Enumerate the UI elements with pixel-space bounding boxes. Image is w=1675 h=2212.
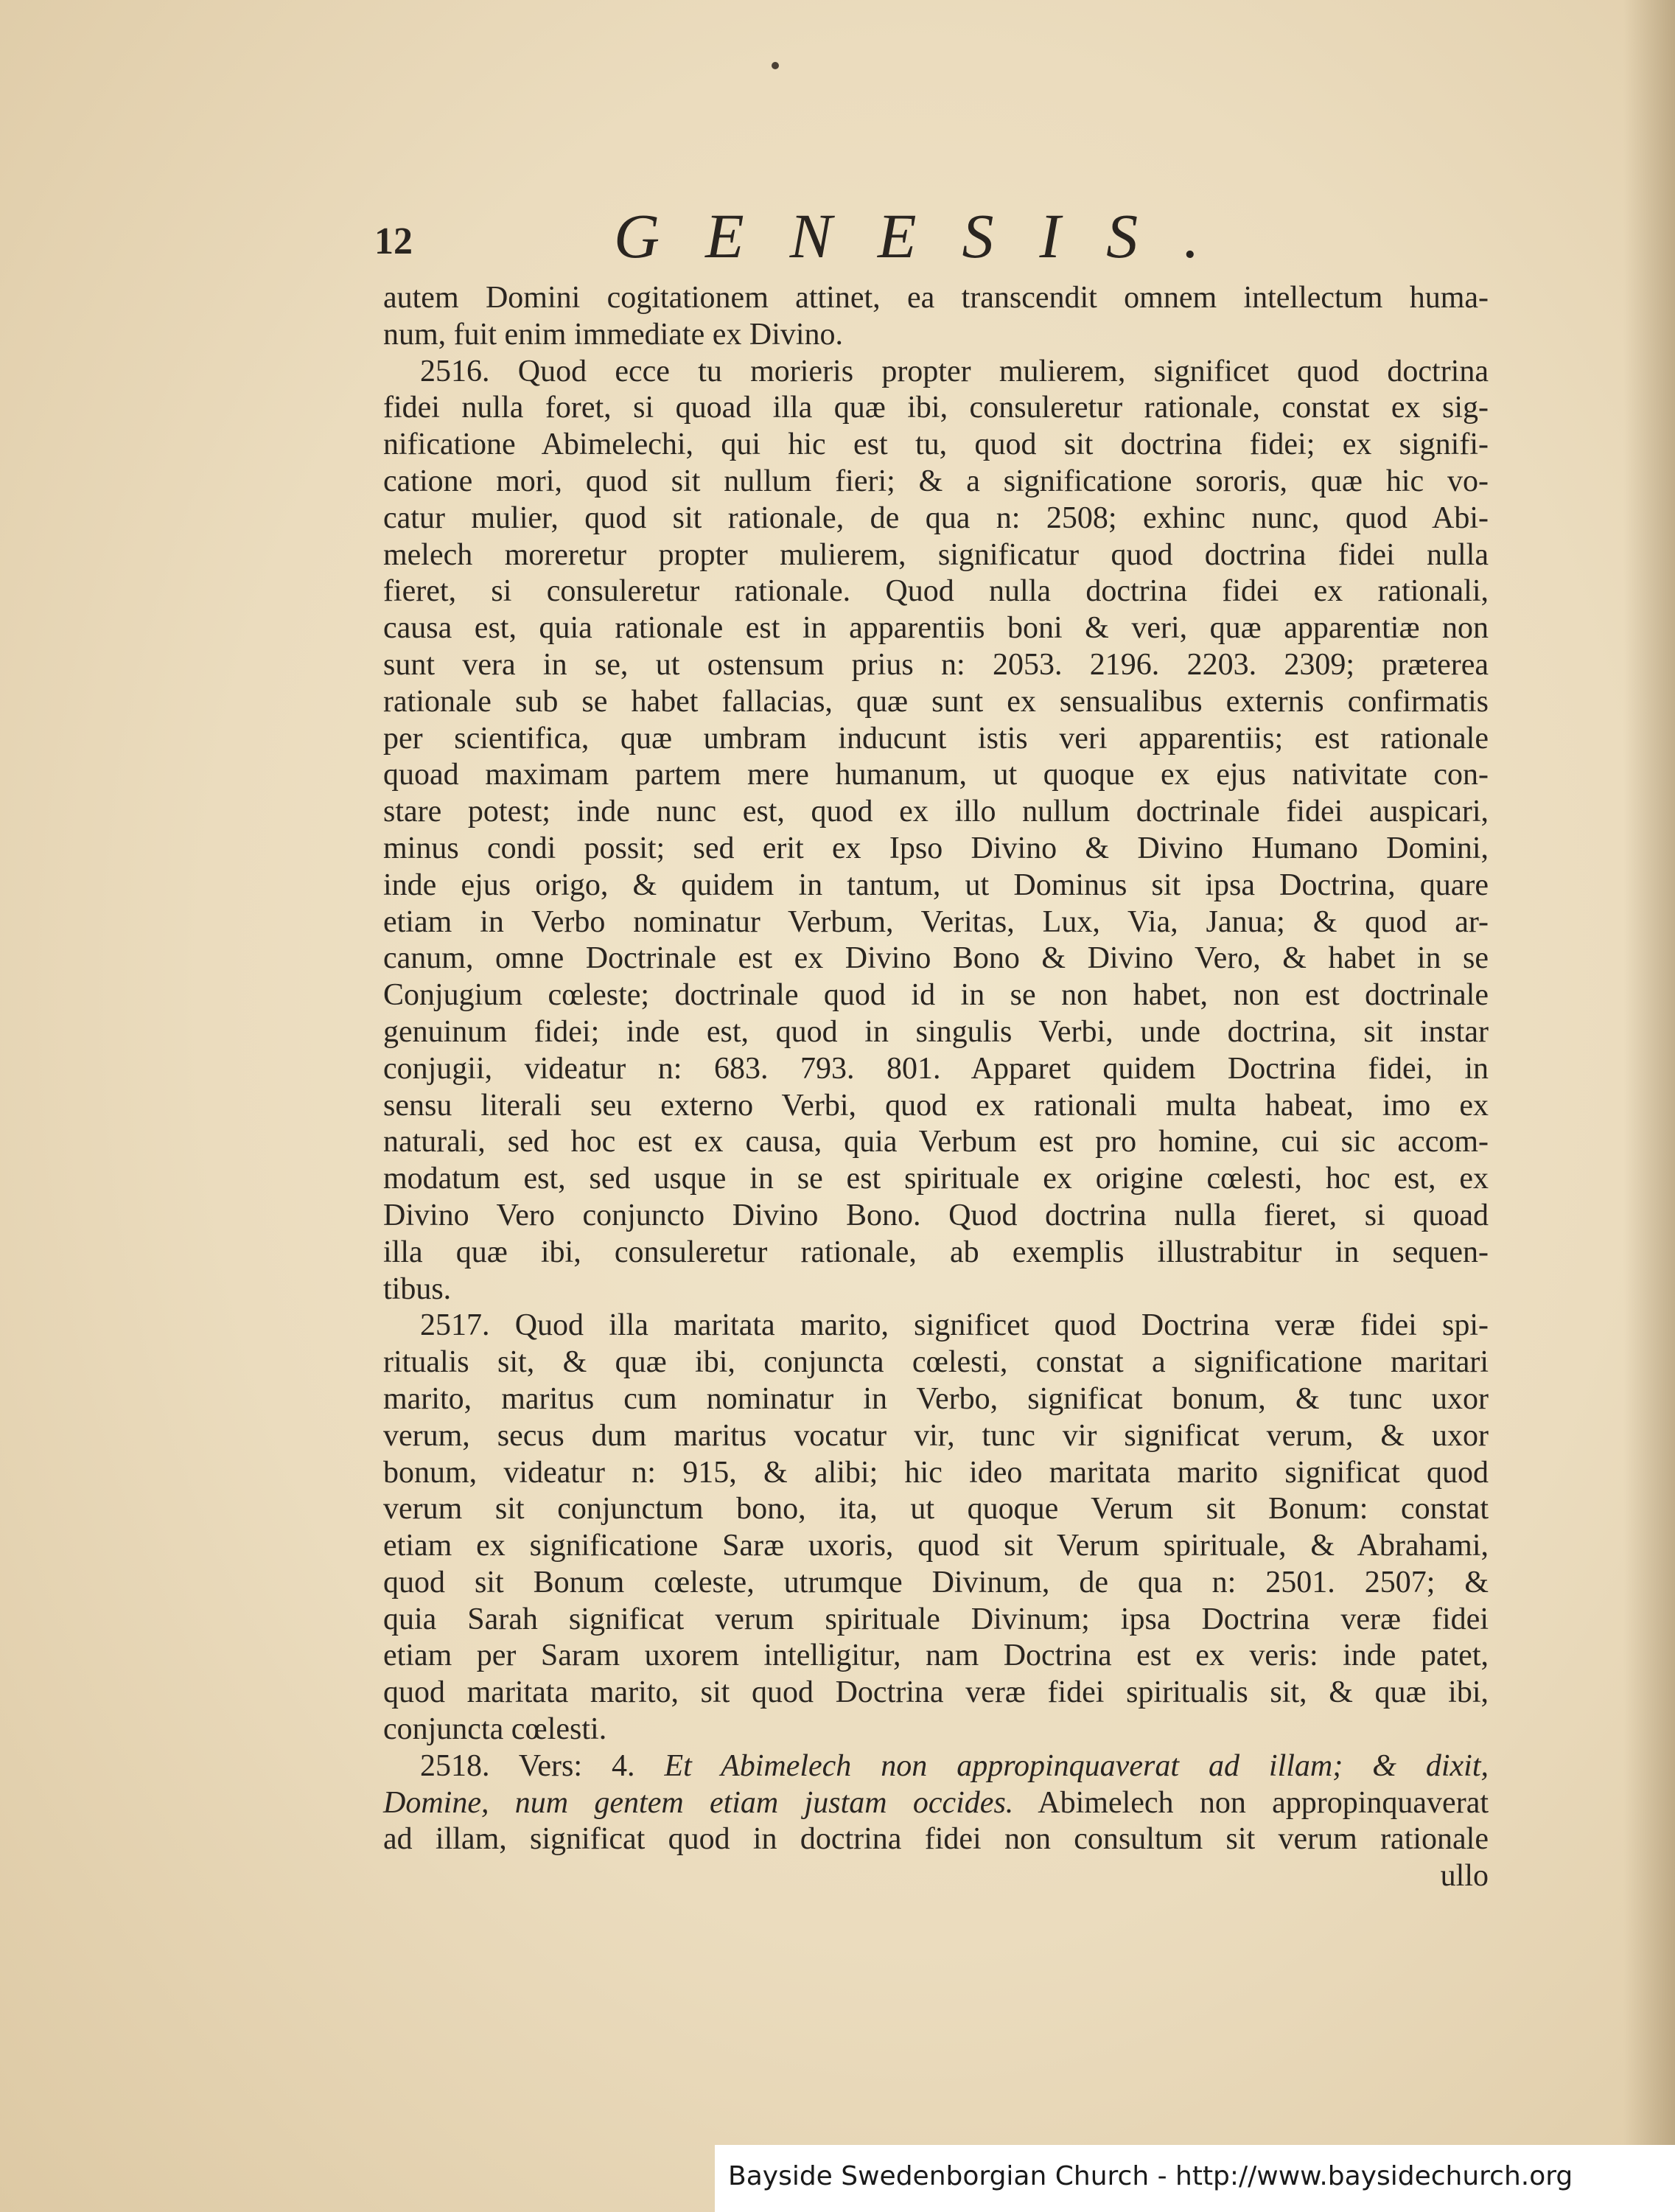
text-line: autem Domini cogitationem attinet, ea transcendit omnem intellectum huma- xyxy=(383,281,1489,315)
text-line: verum, secus dum maritus vocatur vir, tunc vir significat verum, & uxor xyxy=(383,1418,1489,1453)
ink-spot xyxy=(772,62,779,69)
text-line: etiam ex significatione Saræ uxoris, quod sit Verum spirituale, & Abrahami, xyxy=(383,1529,1489,1563)
text-line: Conjugium cœleste; doctrinale quod id in se non habet, non est doctrinale xyxy=(383,978,1489,1013)
text-line: catur mulier, quod sit rationale, de qua n: 2508; exhinc nunc, quod Abi- xyxy=(383,500,1489,535)
text-line: fidei nulla foret, si quoad illa quæ ibi, consuleretur rationale, constat ex sig- xyxy=(383,391,1489,425)
text-line: genuinum fidei; inde est, quod in singulis Verbi, unde doctrina, sit instar xyxy=(383,1014,1489,1049)
text-line-verse-2 xyxy=(383,1785,1489,1822)
text-line: 2517. Quod illa maritata marito, significet quod Doctrina veræ fidei spi- xyxy=(420,1308,1489,1343)
page-number: 12 xyxy=(374,220,413,262)
text-line: per scientifica, quæ umbram inducunt istis veri apparentiis; est rationale xyxy=(383,721,1489,756)
text-line-final: ad illam, significat quod in doctrina fidei non consultum sit verum rationale xyxy=(383,1822,1489,1857)
footer-credit-bar xyxy=(715,2145,1675,2212)
text-line: num, fuit enim immediate ex Divino. xyxy=(383,317,844,352)
text-line: nificatione Abimelechi, qui hic est tu, quod sit doctrina fidei; ex signifi- xyxy=(383,428,1489,462)
body-text xyxy=(383,280,1489,1895)
text-line: etiam in Verbo nominatur Verbum, Veritas, Lux, Via, Janua; & quod ar- xyxy=(383,904,1489,939)
text-line: etiam per Saram uxorem intelligitur, nam Doctrina est ex veris: inde patet, xyxy=(383,1639,1489,1673)
text-line: marito, maritus cum nominatur in Verbo, significat bonum, & tunc uxor xyxy=(383,1381,1489,1416)
text-line: illa quæ ibi, consuleretur rationale, ab exemplis illustrabitur in sequen- xyxy=(383,1235,1489,1269)
text-line: 2516. Quod ecce tu morieris propter mulierem, significet quod doctrina xyxy=(420,354,1489,388)
text-line: catione mori, quod sit nullum fieri; & a significatione sororis, quæ hic vo- xyxy=(383,464,1489,498)
catchword: ullo xyxy=(1440,1859,1489,1894)
text-line: bonum, videatur n: 915, & alibi; hic ideo maritata marito significat quod xyxy=(383,1455,1489,1490)
verse-quote-continued: Domine, num gentem etiam justam occides. xyxy=(383,1785,1014,1820)
text-line: quod maritata marito, sit quod Doctrina veræ fidei spiritualis sit, & quæ ibi, xyxy=(383,1675,1489,1710)
running-head: GENESIS. xyxy=(614,200,1245,271)
verse-prefix: 2518. Vers: 4. xyxy=(420,1748,635,1783)
text-line: conjuncta cœlesti. xyxy=(383,1712,607,1747)
text-line: minus condi possit; sed erit ex Ipso Divino & Divino Humano Domini, xyxy=(383,831,1489,865)
text-line: tibus. xyxy=(383,1271,452,1306)
text-line: verum sit conjunctum bono, ita, ut quoque Verum sit Bonum: constat xyxy=(383,1492,1489,1527)
text-lines xyxy=(383,280,1489,1748)
page-header xyxy=(374,199,1494,280)
text-line: quod sit Bonum cœleste, utrumque Divinum, de qua n: 2501. 2507; & xyxy=(383,1565,1489,1599)
page-edge-shadow xyxy=(1623,0,1675,2212)
text-line: inde ejus origo, & quidem in tantum, ut Dominus sit ipsa Doctrina, quare xyxy=(383,868,1489,902)
text-line: quia Sarah significat verum spirituale Divinum; ipsa Doctrina veræ fidei xyxy=(383,1602,1489,1636)
text-line: quoad maximam partem mere humanum, ut quoque ex ejus nativitate con- xyxy=(383,758,1489,792)
text-line: canum, omne Doctrinale est ex Divino Bono & Divino Vero, & habet in se xyxy=(383,941,1489,976)
text-line: sunt vera in se, ut ostensum prius n: 2053. 2196. 2203. 2309; præterea xyxy=(383,647,1489,682)
text-line: naturali, sed hoc est ex causa, quia Verbum est pro homine, cui sic accom- xyxy=(383,1125,1489,1159)
text-line: Divino Vero conjuncto Divino Bono. Quod doctrina nulla fieret, si quoad xyxy=(383,1198,1489,1232)
text-line: causa est, quia rationale est in apparentiis boni & veri, quæ apparentiæ non xyxy=(383,611,1489,646)
verse-commentary: Abimelech non appropinquaverat xyxy=(1038,1785,1489,1820)
text-line: modatum est, sed usque in se est spirituale ex origine cœlesti, hoc est, ex xyxy=(383,1162,1489,1196)
text-line-verse xyxy=(383,1748,1489,1785)
text-line: rationale sub se habet fallacias, quæ sunt ex sensualibus externis confirmatis xyxy=(383,684,1489,719)
text-line: melech moreretur propter mulierem, significatur quod doctrina fidei nulla xyxy=(383,537,1489,572)
verse-quote: Et Abimelech non appropinquaverat ad illam; & dixit, xyxy=(664,1748,1489,1783)
text-line: ritualis sit, & quæ ibi, conjuncta cœlesti, constat a significatione maritari xyxy=(383,1345,1489,1380)
text-line: fieret, si consuleretur rationale. Quod nulla doctrina fidei ex rationali, xyxy=(383,574,1489,609)
text-line: conjugii, videatur n: 683. 793. 801. Apparet quidem Doctrina fidei, in xyxy=(383,1051,1489,1086)
footer-credit: Bayside Swedenborgian Church - http://www.baysidechurch.org xyxy=(728,2161,1573,2191)
text-line: stare potest; inde nunc est, quod ex illo nullum doctrinale fidei auspicari, xyxy=(383,795,1489,829)
text-line: sensu literali seu externo Verbi, quod ex rationali multa habeat, imo ex xyxy=(383,1088,1489,1123)
